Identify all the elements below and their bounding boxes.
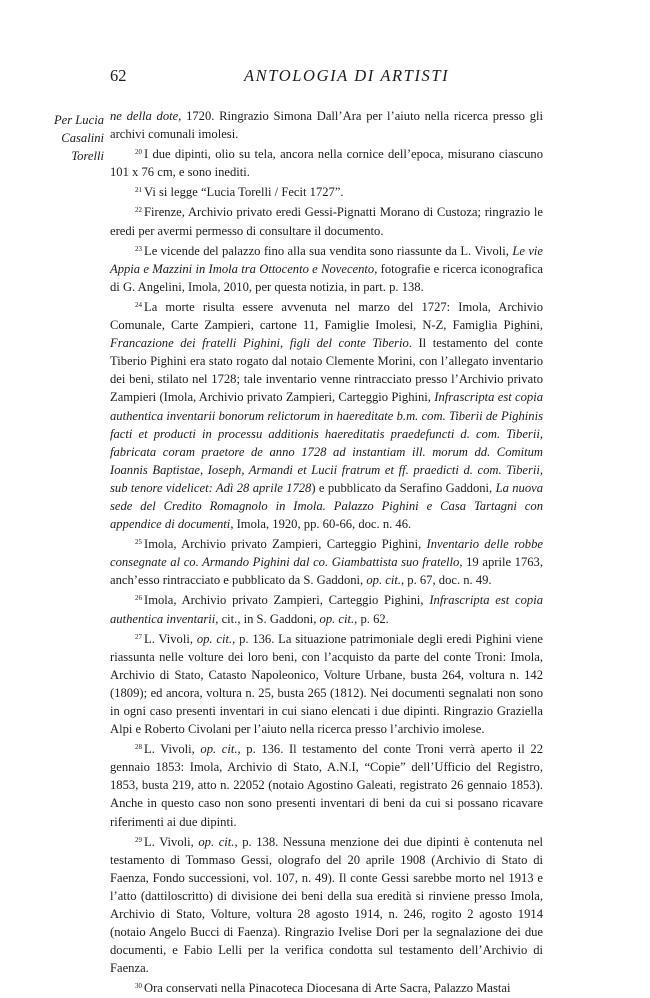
footnote-italic-text: Infrascripta est copia authentica inventarii — [110, 593, 544, 626]
footnote-text: , p. 136. Il testamento del conte Troni verrà aperto il 22 gennaio 1853: Imola, Archivio di Stato, A.N.I, “Copie” dell’Ufficio del Registro, 1853, busta 219, atto n. 22052 (notaio Agostino Galeati, registrato 26 gennaio 1853). Anche in questo caso non sono presenti inventari di beni da cui si possano ricavare riferimenti ai due dipinti. — [110, 742, 543, 829]
footnote — [110, 296, 543, 533]
footnote-italic-text: op. cit. — [200, 742, 238, 757]
footnote-italic-text: Francazione dei fratelli Pighini, figli del conte Tiberio — [110, 336, 409, 351]
footnote — [110, 738, 543, 830]
footnote-number: 27 — [135, 632, 142, 641]
footnote-text: Firenze, Archivio privato eredi Gessi-Pignatti Morano di Custoza; ringrazio le eredi per avermi permesso di consultare il documento. — [110, 205, 543, 238]
footnote-text: Le vicende del palazzo fino alla sua vendita sono riassunte da L. Vivoli, — [144, 243, 513, 258]
footnote-text: Ora conservati nella Pinacoteca Diocesana di Arte Sacra, Palazzo Mastai — [144, 981, 511, 996]
footnote — [110, 628, 543, 739]
footnotes-body — [110, 107, 543, 998]
footnote-number: 21 — [135, 186, 142, 195]
footnote-number: 26 — [135, 594, 142, 603]
footnote-text: , p. 67, doc. n. 49. — [400, 573, 492, 588]
footnote-italic-text: Inventario delle robbe consegnate al co. Armando Pighini dal co. Giambattista suo fratello — [110, 537, 543, 570]
footnote-text: , p. 138. Nessuna menzione dei due dipinti è contenuta nel testamento di Tommaso Gessi, olografo del 20 aprile 1908 (Archivio di Stato di Faenza, Fondo successioni, vol. 107, n. 49). Il conte Gessi sarebbe morto nel 1913 e l’atto (dattiloscritto) di divisione dei beni della sua eredità si rinviene presso Imola, Archivio di Stato, Volture, voltura 28 agosto 1914, n. 246, rogito 2 agosto 1914 (notaio Angelo Bucci di Faenza). Ringrazio Ivelise Dori per la segnalazione dei due documenti, e Fabio Lelli per la verifica condotta sul testamento dell’Archivio di Faenza. — [110, 834, 543, 976]
footnote-italic-text: ne della dote — [110, 109, 179, 123]
footnote — [110, 589, 543, 627]
footnote-italic-text: Infrascripta est copia authentica inventarii bonorum relictorum in haereditate b.m. com. Tiberii de Pighinis facti et producti in processu additionis haereditatis praedefuncti d. com. Tiberii, fabricata coram praetore de anno 1728 ad instantiam ill. morum dd. Comitum Ioannis Baptistae, Ioseph, Armandi et Lucii fratrum et ff. praedicti d. com. Tiberii, sub tenore videlicet: Adì 28 aprile 1728 — [110, 390, 543, 495]
footnote-italic-text: op. cit. — [366, 573, 401, 588]
footnote — [110, 977, 543, 997]
running-title: ANTOLOGIA DI ARTISTI — [244, 66, 450, 85]
footnote-text: I due dipinti, olio su tela, ancora nella cornice dell’epoca, misurano ciascuno 101 x 76 cm, e sono inediti. — [110, 147, 543, 180]
footnote-number: 23 — [135, 244, 142, 253]
footnote — [110, 533, 543, 589]
footnote-text: , 1720. Ringrazio Simona Dall’Ara per l’aiuto nella ricerca presso gli archivi comunali imolesi. — [110, 109, 543, 142]
footnote-text: L. Vivoli, — [144, 631, 197, 646]
footnote-text: . Il testamento del conte Tiberio Pighini era stato rogato dal notaio Clemente Morini, con l’allegato inventario dei beni, stilato nel 1728; tale inventario venne rintracciato presso l’Archivio privato Zampieri (Imola, Archivio privato Zampieri, Carteggio Pighini, — [110, 336, 544, 405]
footnote-text: , p. 136. La situazione patrimoniale degli eredi Pighini viene riassunta nelle volture dei loro beni, con l’acquisto da parte del conte Troni: Imola, Archivio di Stato, Catasto Napoleonico, Volture Urbane, busta 264, voltura n. 142 (1809); ed ancora, voltura n. 25, busta 265 (1812). Nei documenti segnalati non sono in ogni caso presenti inventari in cui siano elencati i due dipinti. Ringrazio Graziella Alpi e Roberto Civolani per l’aiuto nella ricerca presso l’archivio imolese. — [110, 631, 543, 737]
page-header — [0, 66, 650, 86]
footnote-text: Imola, Archivio privato Zampieri, Carteggio Pighini, — [144, 537, 427, 552]
footnote — [110, 201, 543, 239]
footnote-text: , cit., in S. Gaddoni, — [215, 611, 320, 626]
footnote-number: 24 — [135, 300, 142, 309]
footnote-text: , Imola, 1920, pp. 60-66, doc. n. 46. — [230, 517, 412, 532]
footnote-number: 28 — [135, 743, 142, 752]
footnote-text: L. Vivoli, — [144, 834, 199, 849]
footnote-number: 25 — [135, 538, 142, 547]
footnote-text: ) e pubblicato da Serafino Gaddoni, — [311, 480, 496, 495]
footnote-text: L. Vivoli, — [144, 742, 201, 757]
footnote-text: La morte risulta essere avvenuta nel marzo del 1727: Imola, Archivio Comunale, Carte Zampieri, cartone 11, Famiglie Imolesi, N-Z, Famiglia Pighini, — [110, 299, 543, 333]
footnote-italic-text: Le vie Appia e Mazzini in Imola tra Ottocento e Novecento — [110, 243, 543, 276]
footnote-number: 29 — [135, 835, 142, 844]
footnote-italic-text: La nuova sede del Credito Romagnolo in Imola. Palazzo Pighini e Casa Tartagni con appendice di documenti — [110, 480, 544, 532]
footnote-number: 30 — [135, 982, 142, 991]
footnote — [110, 107, 543, 143]
footnote-number: 22 — [135, 206, 142, 215]
footnote-italic-text: op. cit. — [198, 834, 235, 849]
footnote-number: 20 — [135, 148, 142, 157]
margin-note-line: Casalini — [61, 131, 104, 145]
footnote — [110, 831, 543, 978]
footnote-italic-text: op. cit. — [319, 611, 355, 626]
footnote — [110, 240, 543, 296]
footnote-text: , 19 aprile 1763, anch’esso rintracciato e pubblicato da S. Gaddoni, — [110, 555, 543, 588]
margin-note-line: Torelli — [71, 149, 104, 163]
footnote-italic-text: op. cit. — [196, 631, 233, 646]
footnote-text: , fotografie e ricerca iconografica di G. Angelini, Imola, 2010, per questa notizia, in part. p. 138. — [110, 261, 543, 294]
footnote-text: Imola, Archivio privato Zampieri, Carteggio Pighini, — [144, 593, 430, 608]
margin-note-line: Per Lucia — [53, 113, 104, 127]
margin-note — [36, 111, 104, 165]
footnote-text: Vi si legge “Lucia Torelli / Fecit 1727”. — [144, 185, 344, 200]
page-number: 62 — [110, 66, 127, 85]
footnote — [110, 181, 543, 201]
footnote-text: , p. 62. — [354, 611, 389, 626]
footnote — [110, 143, 543, 181]
